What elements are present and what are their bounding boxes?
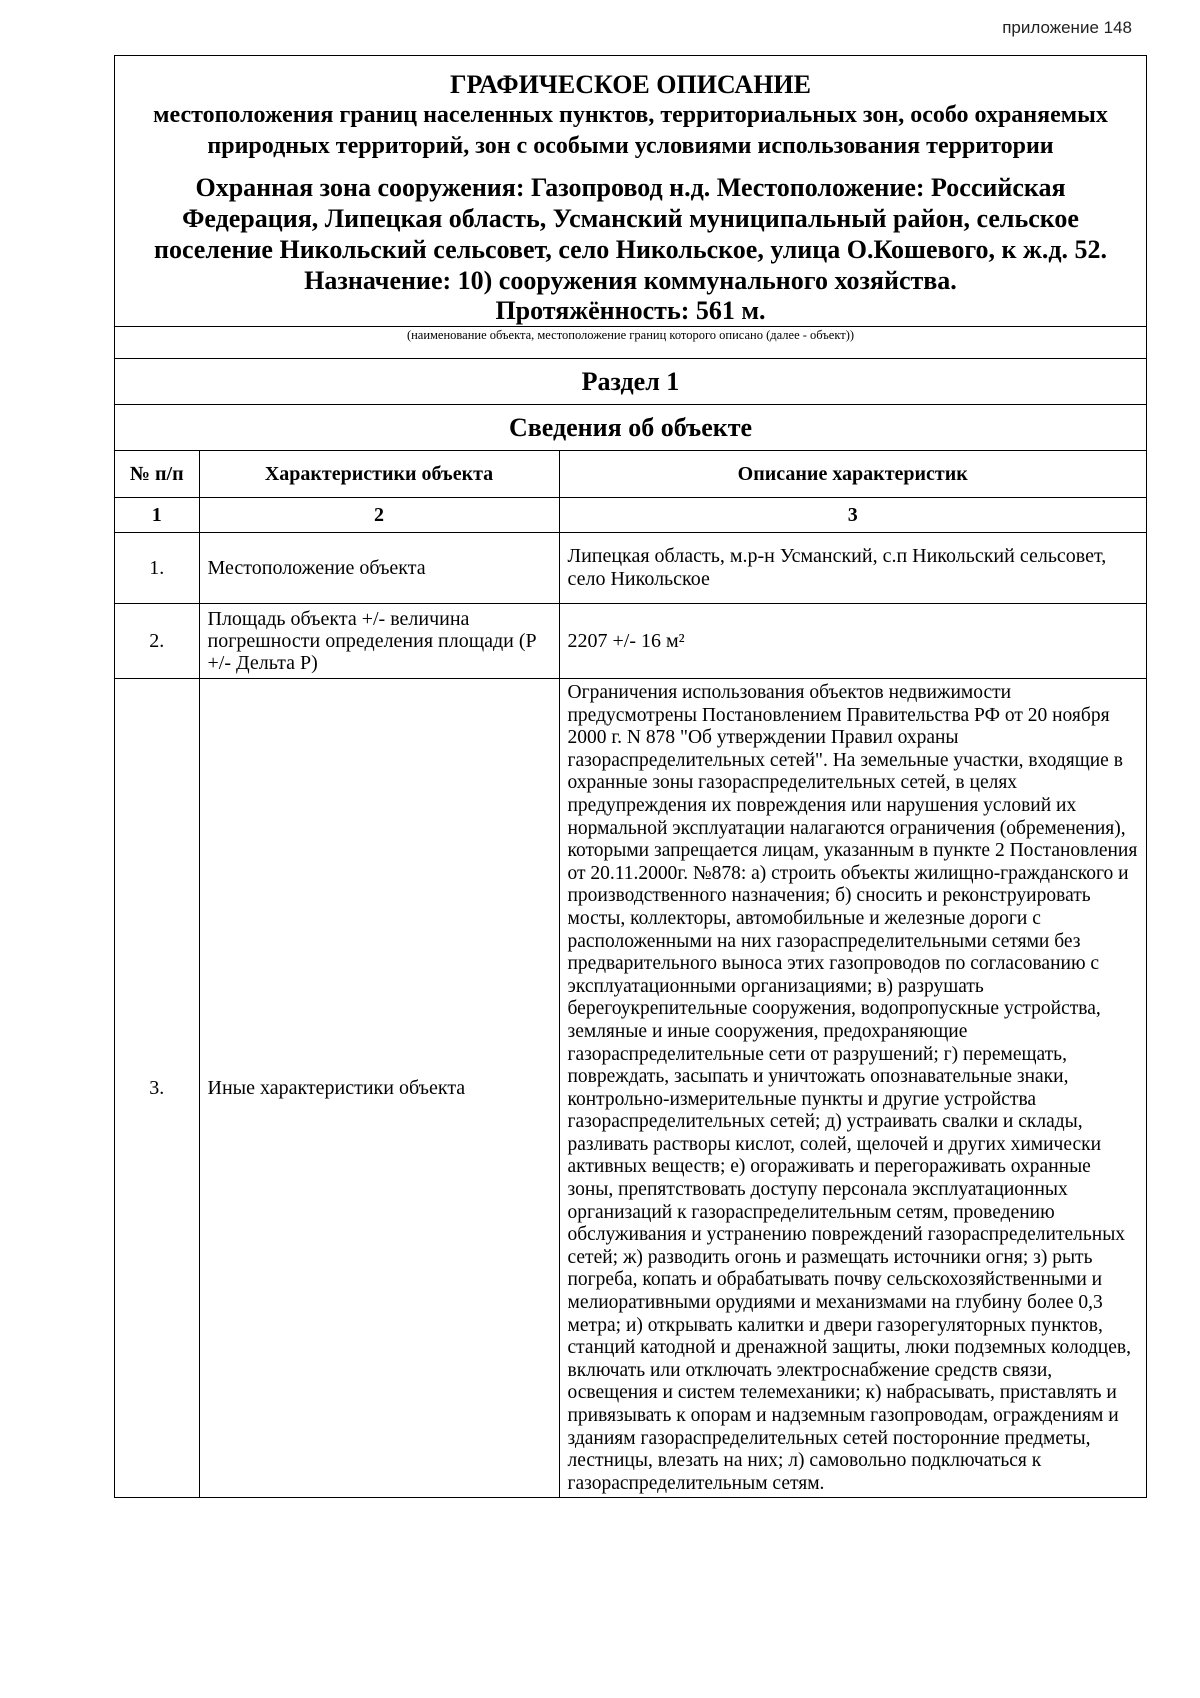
- annex-label: приложение 148: [1002, 18, 1132, 37]
- row-characteristic: Местоположение объекта: [199, 533, 559, 604]
- column-number: 3: [559, 498, 1146, 533]
- header-description: Описание характеристик: [559, 451, 1146, 498]
- object-info-table: [115, 450, 1146, 1498]
- column-number: 1: [115, 498, 199, 533]
- row-number: 3.: [115, 679, 199, 1498]
- row-characteristic: Площадь объекта +/- величина погрешности определения площади (Р +/- Дельта Р): [199, 604, 559, 679]
- row-value: Липецкая область, м.р-н Усманский, с.п Никольский сельсовет, село Никольское: [559, 533, 1146, 604]
- object-length: Протяжённость: 561 м.: [495, 296, 766, 325]
- document-sheet: [114, 55, 1147, 1498]
- row-number: 2.: [115, 604, 199, 679]
- table-row: [115, 533, 1146, 604]
- table-row: [115, 679, 1146, 1498]
- header-number: № п/п: [115, 451, 199, 498]
- row-value: Ограничения использования объектов недвижимости предусмотрены Постановлением Правительства РФ от 20 ноября 2000 г. N 878 "Об утверждении Правил охраны газораспределительных сетей". На земельные участки, входящие в охранные зоны газораспределительных сетей, в целях предупреждения их повреждения или нарушения условий их нормальной эксплуатации налагаются ограничения (обременения), которыми запрещается лицам, указанным в пункте 2 Постановления от 20.11.2000г. №878: а) строить объекты жилищно-гражданского и производственного назначения; б) сносить и реконструировать мосты, коллекторы, автомобильные и железные дороги с расположенными на них газораспределительными сетями без предварительного выноса этих газопроводов по согласованию с эксплуатационными организациями; в) разрушать берегоукрепительные сооружения, водопропускные устройства, земляные и иные сооружения, предохраняющие газораспределительные сети от разрушений; г) перемещать, повреждать, засыпать и уничтожать опознавательные знаки, контрольно-измерительные пункты и другие устройства газораспределительных сетей; д) устраивать свалки и склады, разливать растворы кислот, солей, щелочей и других химически активных веществ; е) огораживать и перегораживать охранные зоны, препятствовать доступу персонала эксплуатационных организаций к газораспределительным сетям, проведению обслуживания и устранению повреждений газораспределительных сетей; ж) разводить огонь и размещать источники огня; з) рыть погреба, копать и обрабатывать почву сельскохозяйственными и мелиоративными орудиями и механизмами на глубину более 0,3 метра; и) открывать калитки и двери газорегуляторных пунктов, станций катодной и дренажной защиты, люки подземных колодцев, включать или отключать электроснабжение средств связи, освещения и систем телемеханики; к) набрасывать, приставлять и привязывать к опорам и надземным газопроводам, ограждениям и зданиям газораспределительных сетей посторонние предметы, лестницы, влезать на них; л) самовольно подключаться к газораспределительным сетям.: [559, 679, 1146, 1498]
- row-value: 2207 +/- 16 м²: [559, 604, 1146, 679]
- section-subtitle: Сведения об объекте: [115, 404, 1146, 450]
- header-characteristics: Характеристики объекта: [199, 451, 559, 498]
- object-caption: (наименование объекта, местоположение границ которого описано (далее - объект)): [115, 326, 1146, 358]
- row-number: 1.: [115, 533, 199, 604]
- section-title: Раздел 1: [115, 358, 1146, 404]
- table-header-row: [115, 451, 1146, 498]
- column-number: 2: [199, 498, 559, 533]
- column-number-row: [115, 498, 1146, 533]
- row-characteristic: Иные характеристики объекта: [199, 679, 559, 1498]
- object-description: Охранная зона сооружения: Газопровод н.д. Местоположение: Российская Федерация, Липецкая область, Усманский муниципальный район, сельское поселение Никольский сельсовет, село Никольское, улица О.Кошевого, к ж.д. 52. Назначение: 10) сооружения коммунального хозяйства.: [153, 173, 1108, 295]
- document-subtitle: местоположения границ населенных пунктов, территориальных зон, особо охраняемых природных территорий, зон с особыми условиями использования территории: [153, 102, 1108, 159]
- table-row: [115, 604, 1146, 679]
- document-title: ГРАФИЧЕСКОЕ ОПИСАНИЕ: [450, 70, 811, 99]
- document-header: [115, 56, 1146, 326]
